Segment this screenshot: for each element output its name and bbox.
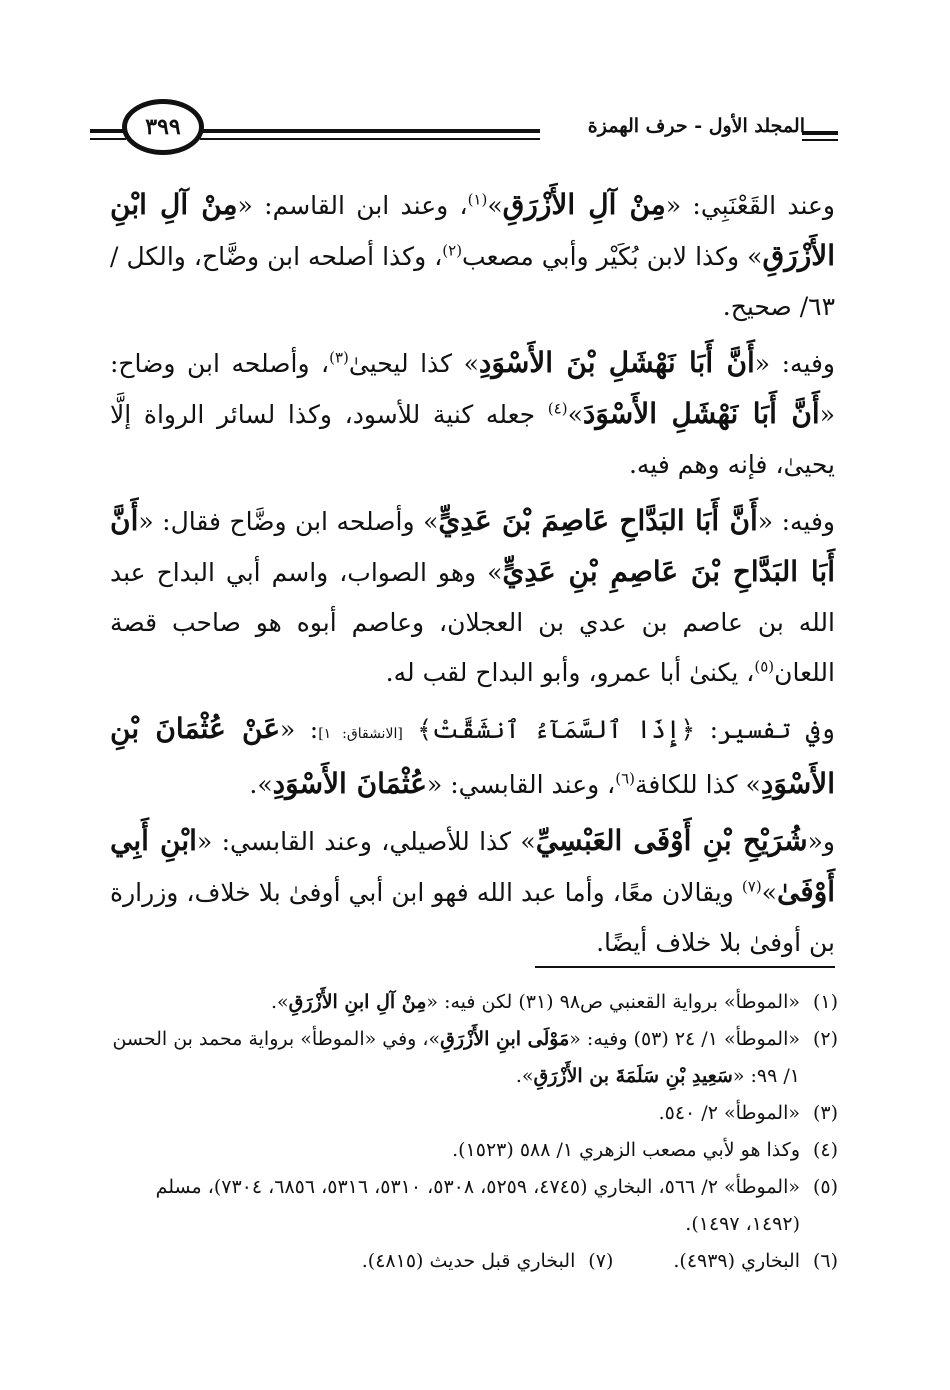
- footnote-6: [673, 1243, 838, 1280]
- header-rule-middle-thin: [200, 138, 540, 140]
- footnote-separator: [535, 966, 835, 968]
- text-run: ».: [249, 770, 273, 799]
- header-rule-right: [802, 131, 838, 135]
- footnote-number: (٣): [812, 1102, 838, 1124]
- text-run: ، وعند ابن القاسم: «: [237, 191, 468, 220]
- header-rule-right-thin: [802, 139, 838, 141]
- footnote-number: (٦): [812, 1250, 838, 1272]
- text-run: وفي تفسير: ﴿: [680, 715, 835, 744]
- footnote-marker: (٧): [741, 877, 762, 896]
- paragraph-1: [110, 180, 835, 332]
- text-run: وكذا هو لأبي مصعب الزهري ١/ ٥٨٨ (١٥٢٣).: [452, 1139, 800, 1161]
- footnote-marker: (٢): [442, 241, 463, 260]
- header-rule-left-thin: [90, 138, 126, 140]
- text-run: ، يكنىٰ أبا عمرو، وأبو البداح لقب له.: [385, 658, 755, 687]
- footnote-marker: (٦): [615, 769, 635, 788]
- text-run: «الموطأ» برواية القعنبي ص٩٨ (٣١) لكن فيه: «: [426, 991, 800, 1013]
- quoted-phrase: عُثْمَانَ الأَسْوَدِ: [272, 767, 427, 800]
- text-run: »، وفي «الموطأ» برواية محمد بن الحسن ١/ ٩٩: «: [112, 1028, 800, 1087]
- footnote-4: [108, 1132, 838, 1169]
- paragraph-3: [110, 496, 835, 698]
- quoted-phrase: أَنَّ أَبَا نَهْشَلِ الأَسْوَدَ: [582, 397, 820, 430]
- text-run: »: [761, 878, 777, 907]
- text-run: ويقالان معًا، وأما عبد الله فهو ابن أبي أوفىٰ بلا خلاف، وزرارة بن أوفىٰ بلا خلاف أيضًا.: [110, 878, 835, 957]
- footnote-number: (٧): [588, 1250, 614, 1272]
- page-number: [122, 99, 204, 155]
- quoted-phrase: أَنَّ أَبَا البَدَّاحِ عَاصِمَ بْنَ عَدِيٍّ: [438, 504, 758, 537]
- running-title: المجلد الأول - حرف الهمزة: [587, 115, 805, 137]
- footnote-number: (١): [812, 991, 838, 1013]
- paragraph-2: [110, 338, 835, 490]
- text-run: » وكذا لابن بُكَيْر وأبي مصعب: [462, 242, 763, 271]
- footnote-1: [108, 984, 838, 1021]
- text-run: »: [567, 400, 583, 429]
- quoted-phrase: عَنْ عُثْمَانَ بْنِ الأَسْوَدِ: [110, 712, 835, 800]
- text-run: ».: [270, 991, 289, 1013]
- footnote-marker: (٤): [547, 399, 568, 418]
- quoted-phrase: أَنَّ أَبَا نَهْشَلِ بْنَ الأَسْوَدِ: [478, 346, 755, 379]
- footnote-number: (٥): [812, 1176, 838, 1198]
- text-run: » وأصلحه ابن وضَّاح فقال: «: [138, 507, 439, 536]
- header-rule-middle: [200, 129, 540, 133]
- quran-verse: إِذَا ٱلسَّمَآءُ ٱنشَقَّتْ: [431, 715, 681, 744]
- text-run: و«: [807, 827, 835, 856]
- quoted-phrase: أَنَّ أَبَا البَدَّاحِ بْنَ عَاصِمِ بْنِ عَدِيٍّ: [110, 504, 835, 588]
- quoted-phrase: مَوْلَى ابنِ الأَزْرَقِ: [440, 1028, 570, 1050]
- main-text: [110, 180, 835, 974]
- text-run: البخاري قبل حديث (٤٨١٥).: [361, 1250, 576, 1272]
- text-run: ، وكذا أصلحه ابن وضَّاح، والكل /٦٣/ صحيح.: [110, 242, 835, 321]
- text-run: وفيه: «: [757, 507, 836, 536]
- footnotes: [108, 984, 838, 1280]
- footnote-7: [362, 1243, 614, 1280]
- text-run: «الموطأ» ١/ ٢٤ (٥٣) وفيه: «: [569, 1028, 800, 1050]
- quoted-phrase: مِنْ آلِ ابنِ الأَزْرَقِ: [288, 991, 427, 1013]
- footnote-2: [108, 1021, 838, 1095]
- text-run: ، وأصلحه ابن وضاح: «: [110, 349, 835, 429]
- text-run: » وهو الصواب، واسم أبي البداح عبد الله بن عاصم بن عدي بن العجلان، وعاصم أبوه هو صاحب قصة اللعان: [110, 558, 835, 687]
- verse-reference: [الانشقاق: ١]: [318, 726, 403, 742]
- text-run: جعله كنية للأسود، وكذا لسائر الرواة إلَّا يحيىٰ، فإنه وهم فيه.: [110, 400, 835, 479]
- text-run: » كذا للكافة: [635, 770, 761, 799]
- quoted-phrase: مِنْ آلِ ابْنِ الأَزْرَقِ: [110, 188, 835, 272]
- footnote-marker: (٥): [754, 657, 775, 676]
- footnote-marker: (١): [467, 190, 488, 209]
- header-rule-left: [90, 129, 126, 133]
- footnote-number: (٢): [812, 1028, 838, 1050]
- footnote-5: [108, 1169, 838, 1243]
- quoted-phrase: شُرَيْحِ بْنِ أَوْفَى العَبْسِيِّ: [535, 824, 808, 857]
- footnote-3: [108, 1095, 838, 1132]
- text-run: ، وعند القابسي: «: [427, 770, 616, 799]
- text-run: » كذا للأصيلي، وعند القابسي: «: [196, 827, 536, 856]
- page-header: [0, 95, 950, 170]
- text-run: البخاري (٤٩٣٩).: [673, 1250, 800, 1272]
- footnote-row-6-7: [108, 1243, 838, 1280]
- quoted-phrase: ابْنِ أَبِي أَوْفَىٰ: [110, 824, 835, 908]
- footnote-number: (٤): [812, 1139, 838, 1161]
- text-run: : «: [280, 715, 319, 744]
- quoted-phrase: سَعِيدِ بْنِ سَلَمَةَ بن الأَزْرَقِ: [533, 1065, 733, 1087]
- text-run: وفيه: «: [754, 349, 836, 378]
- page-number-text: ٣٩٩: [145, 114, 181, 140]
- text-run: «الموطأ» ٢/ ٥٦٦، البخاري (٤٧٤٥، ٥٢٥٩، ٥٣٠٨، ٥٣١٠، ٥٣١٦، ٦٨٥٦، ٧٣٠٤)، مسلم (١٤٩٢، ١٤٩٧).: [155, 1176, 800, 1235]
- text-run: ﴾: [402, 715, 432, 744]
- text-run: ».: [515, 1065, 534, 1087]
- text-run: » كذا ليحيىٰ: [348, 349, 479, 378]
- text-run: »: [487, 191, 503, 220]
- footnote-marker: (٣): [329, 348, 349, 367]
- paragraph-4: [110, 704, 835, 810]
- text-run: وعند القَعْنَبِي: «: [665, 191, 835, 220]
- paragraph-5: [110, 816, 835, 968]
- text-run: «الموطأ» ٢/ ٥٤٠.: [658, 1102, 800, 1124]
- quoted-phrase: مِنْ آلِ الأَزْرَقِ: [502, 188, 666, 221]
